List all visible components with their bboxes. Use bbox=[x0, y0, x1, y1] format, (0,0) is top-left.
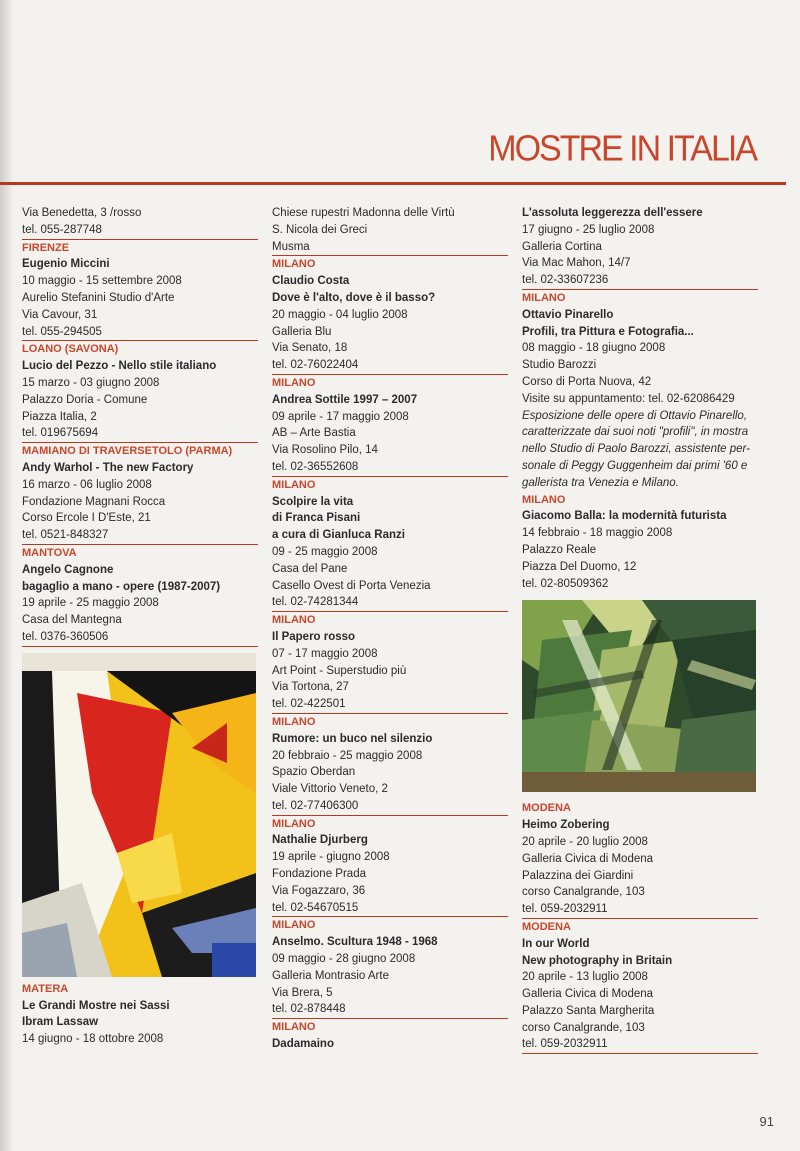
listing-entry bbox=[522, 800, 758, 919]
exhibition-detail: AB – Arte Bastia bbox=[272, 427, 356, 440]
exhibition-detail: Galleria Civica di Modena bbox=[522, 988, 654, 1001]
phone-number: tel. 019675694 bbox=[22, 425, 258, 443]
city-label: MAMIANO DI TRAVERSETOLO (PARMA) bbox=[22, 445, 233, 458]
city-label: MILANO bbox=[272, 478, 316, 491]
exhibition-detail: Casello Ovest di Porta Venezia bbox=[272, 579, 431, 592]
exhibition-detail: Fondazione Prada bbox=[272, 868, 366, 881]
listing-entry bbox=[22, 443, 258, 545]
exhibition-title: Nathalie Djurberg bbox=[272, 834, 368, 847]
city-label: LOANO (SAVONA) bbox=[22, 343, 119, 356]
column-3 bbox=[522, 205, 758, 1054]
exhibition-title: Giacomo Balla: la modernità futurista bbox=[522, 510, 727, 523]
listing-entry bbox=[272, 816, 508, 918]
exhibition-description: nello Studio di Paolo Barozzi, assistente per- bbox=[522, 443, 751, 456]
exhibition-description: Esposizione delle opere di Ottavio Pinarello, bbox=[522, 409, 748, 422]
exhibition-detail: Visite su appuntamento: tel. 02-62086429 bbox=[522, 392, 735, 405]
exhibition-detail: corso Canalgrande, 103 bbox=[522, 1021, 645, 1034]
exhibition-detail: Studio Barozzi bbox=[522, 359, 597, 372]
exhibition-title: Heimo Zobering bbox=[522, 819, 610, 832]
phone-number: tel. 02-36552608 bbox=[272, 459, 508, 477]
exhibition-detail: Via Benedetta, 3 /rosso bbox=[22, 207, 142, 219]
city-label: FIRENZE bbox=[22, 241, 70, 254]
exhibition-title: Ibram Lassaw bbox=[22, 1016, 99, 1029]
phone-number: tel. 059-2032911 bbox=[522, 1036, 758, 1054]
exhibition-detail: Art Point - Superstudio più bbox=[272, 664, 407, 677]
exhibition-title: Dove è l'alto, dove è il basso? bbox=[272, 291, 436, 304]
artwork-image-abstract bbox=[22, 653, 256, 977]
exhibition-detail: Piazza Del Duomo, 12 bbox=[522, 560, 637, 573]
exhibition-detail: Chiese rupestri Madonna delle Virtù bbox=[272, 207, 455, 219]
phone-number: tel. 055-287748 bbox=[22, 222, 258, 240]
exhibition-detail: 09 aprile - 17 maggio 2008 bbox=[272, 410, 409, 423]
listing-entry bbox=[522, 919, 758, 1054]
phone-number: tel. 02-77406300 bbox=[272, 798, 508, 816]
listing-entry bbox=[522, 290, 758, 492]
phone-number: tel. 02-76022404 bbox=[272, 357, 508, 375]
exhibition-detail: 14 giugno - 18 ottobre 2008 bbox=[22, 1033, 164, 1046]
exhibition-title: a cura di Gianluca Ranzi bbox=[272, 529, 405, 542]
exhibition-description: gallerista tra Venezia e Milano. bbox=[522, 476, 679, 489]
exhibition-detail: S. Nicola dei Greci bbox=[272, 223, 368, 236]
listing-entry bbox=[272, 256, 508, 375]
exhibition-title: Andy Warhol - The new Factory bbox=[22, 461, 194, 474]
city-label: MILANO bbox=[272, 258, 316, 271]
exhibition-detail: Viale Vittorio Veneto, 2 bbox=[272, 783, 388, 796]
exhibition-detail: tel. 02-80509362 bbox=[522, 577, 609, 590]
exhibition-detail: Fondazione Magnani Rocca bbox=[22, 495, 166, 508]
listing-entry bbox=[272, 917, 508, 1019]
artwork-image-futurist bbox=[522, 600, 756, 792]
exhibition-detail: Via Senato, 18 bbox=[272, 342, 348, 355]
exhibition-detail: 16 marzo - 06 luglio 2008 bbox=[22, 478, 152, 491]
city-label: MILANO bbox=[272, 919, 316, 932]
exhibition-detail: Piazza Italia, 2 bbox=[22, 410, 97, 423]
phone-number: tel. 02-422501 bbox=[272, 696, 508, 714]
exhibition-detail: Casa del Pane bbox=[272, 562, 348, 575]
exhibition-detail: Galleria Blu bbox=[272, 325, 332, 338]
exhibition-detail: Palazzo Santa Margherita bbox=[522, 1004, 655, 1017]
city-label: MATERA bbox=[22, 982, 69, 995]
exhibition-detail: Palazzina dei Giardini bbox=[522, 869, 634, 882]
exhibition-detail: Corso Ercole I D'Este, 21 bbox=[22, 512, 151, 525]
exhibition-detail: Via Cavour, 31 bbox=[22, 308, 98, 321]
column-2 bbox=[272, 205, 508, 1053]
exhibition-detail: Galleria Cortina bbox=[522, 240, 602, 253]
listing-entry bbox=[22, 205, 258, 240]
city-label: MILANO bbox=[522, 493, 566, 506]
exhibition-detail: 19 aprile - 25 maggio 2008 bbox=[22, 597, 159, 610]
listing-entry bbox=[272, 714, 508, 816]
exhibition-detail: 20 maggio - 04 luglio 2008 bbox=[272, 308, 408, 321]
exhibition-title: Le Grandi Mostre nei Sassi bbox=[22, 999, 170, 1012]
exhibition-title: In our World bbox=[522, 937, 590, 950]
exhibition-title: Claudio Costa bbox=[272, 275, 350, 288]
exhibition-detail: corso Canalgrande, 103 bbox=[522, 886, 645, 899]
exhibition-title: Lucio del Pezzo - Nello stile italiano bbox=[22, 360, 217, 373]
exhibition-title: Angelo Cagnone bbox=[22, 563, 114, 576]
exhibition-detail: 07 - 17 maggio 2008 bbox=[272, 647, 378, 660]
listing-entry bbox=[272, 612, 508, 714]
exhibition-detail: Via Tortona, 27 bbox=[272, 681, 349, 694]
exhibition-title: Il Papero rosso bbox=[272, 630, 356, 643]
listing-entry bbox=[22, 240, 258, 342]
exhibition-detail: Spazio Oberdan bbox=[272, 766, 356, 779]
listing-entry bbox=[272, 477, 508, 612]
phone-number: Musma bbox=[272, 239, 508, 257]
exhibition-detail: 09 - 25 maggio 2008 bbox=[272, 545, 378, 558]
title-rule bbox=[0, 182, 786, 185]
exhibition-detail: 08 maggio - 18 giugno 2008 bbox=[522, 342, 666, 355]
city-label: MODENA bbox=[522, 920, 571, 933]
listing-entry bbox=[272, 1019, 508, 1053]
exhibition-detail: 14 febbraio - 18 maggio 2008 bbox=[522, 527, 673, 540]
phone-number: tel. 059-2032911 bbox=[522, 901, 758, 919]
binding-shadow bbox=[0, 0, 14, 1151]
exhibition-detail: Via Rosolino Pilo, 14 bbox=[272, 444, 378, 457]
exhibition-title: di Franca Pisani bbox=[272, 512, 361, 525]
exhibition-detail: Corso di Porta Nuova, 42 bbox=[522, 375, 652, 388]
listing-entry bbox=[522, 205, 758, 290]
city-label: MILANO bbox=[522, 291, 566, 304]
listing-entry bbox=[272, 205, 508, 256]
exhibition-detail: Galleria Civica di Modena bbox=[522, 852, 654, 865]
exhibition-detail: Palazzo Doria - Comune bbox=[22, 393, 148, 406]
listing-entry bbox=[22, 341, 258, 443]
exhibition-detail: 20 aprile - 13 luglio 2008 bbox=[522, 971, 648, 984]
exhibition-detail: Galleria Montrasio Arte bbox=[272, 969, 389, 982]
phone-number: tel. 055-294505 bbox=[22, 324, 258, 342]
listing-entry bbox=[522, 492, 758, 593]
city-label: MANTOVA bbox=[22, 546, 77, 559]
exhibition-detail: 20 febbraio - 25 maggio 2008 bbox=[272, 749, 423, 762]
page-title: MOSTRE IN ITALIA bbox=[488, 129, 756, 169]
city-label: MILANO bbox=[272, 1021, 316, 1034]
exhibition-detail: 19 aprile - giugno 2008 bbox=[272, 851, 390, 864]
listing-entry bbox=[22, 981, 258, 1048]
exhibition-title: L'assoluta leggerezza dell'essere bbox=[522, 207, 703, 219]
exhibition-title: Rumore: un buco nel silenzio bbox=[272, 732, 433, 745]
exhibition-detail: 20 aprile - 20 luglio 2008 bbox=[522, 835, 648, 848]
exhibition-title: bagaglio a mano - opere (1987-2007) bbox=[22, 580, 221, 593]
exhibition-detail: 17 giugno - 25 luglio 2008 bbox=[522, 223, 655, 236]
exhibition-title: New photography in Britain bbox=[522, 954, 673, 967]
city-label: MILANO bbox=[272, 376, 316, 389]
exhibition-detail: 15 marzo - 03 giugno 2008 bbox=[22, 376, 160, 389]
listing-entry bbox=[272, 375, 508, 477]
phone-number: tel. 02-54670515 bbox=[272, 900, 508, 918]
exhibition-detail: 10 maggio - 15 settembre 2008 bbox=[22, 275, 182, 288]
exhibition-detail: Aurelio Stefanini Studio d'Arte bbox=[22, 291, 175, 304]
city-label: MODENA bbox=[522, 802, 571, 815]
city-label: MILANO bbox=[272, 614, 316, 627]
exhibition-title: Profili, tra Pittura e Fotografia... bbox=[522, 325, 694, 338]
phone-number: tel. 0376-360506 bbox=[22, 629, 258, 647]
exhibition-detail: Casa del Mantegna bbox=[22, 614, 122, 627]
exhibition-title: Andrea Sottile 1997 – 2007 bbox=[272, 393, 418, 406]
exhibition-title: Dadamaino bbox=[272, 1038, 334, 1051]
listing-entry bbox=[22, 545, 258, 647]
page-number: 91 bbox=[759, 1114, 774, 1129]
column-1 bbox=[22, 205, 258, 1048]
phone-number: tel. 02-74281344 bbox=[272, 594, 508, 612]
exhibition-description: caratterizzate dai suoi noti "profili", in mostra bbox=[522, 426, 749, 439]
exhibition-title: Scolpire la vita bbox=[272, 495, 354, 508]
exhibition-title: Anselmo. Scultura 1948 - 1968 bbox=[272, 936, 438, 949]
city-label: MILANO bbox=[272, 715, 316, 728]
exhibition-detail: Via Brera, 5 bbox=[272, 986, 333, 999]
exhibition-title: Ottavio Pinarello bbox=[522, 308, 614, 321]
exhibition-detail: Via Fogazzaro, 36 bbox=[272, 884, 366, 897]
exhibition-detail: 09 maggio - 28 giugno 2008 bbox=[272, 953, 416, 966]
phone-number: tel. 02-33607236 bbox=[522, 272, 758, 290]
exhibition-description: sonale di Peggy Guggenheim dai primi '60 e bbox=[522, 459, 748, 472]
exhibition-detail: Palazzo Reale bbox=[522, 543, 597, 556]
phone-number: tel. 0521-848327 bbox=[22, 527, 258, 545]
exhibition-title: Eugenio Miccini bbox=[22, 258, 110, 271]
phone-number: tel. 02-878448 bbox=[272, 1001, 508, 1019]
city-label: MILANO bbox=[272, 817, 316, 830]
exhibition-detail: Via Mac Mahon, 14/7 bbox=[522, 257, 631, 270]
